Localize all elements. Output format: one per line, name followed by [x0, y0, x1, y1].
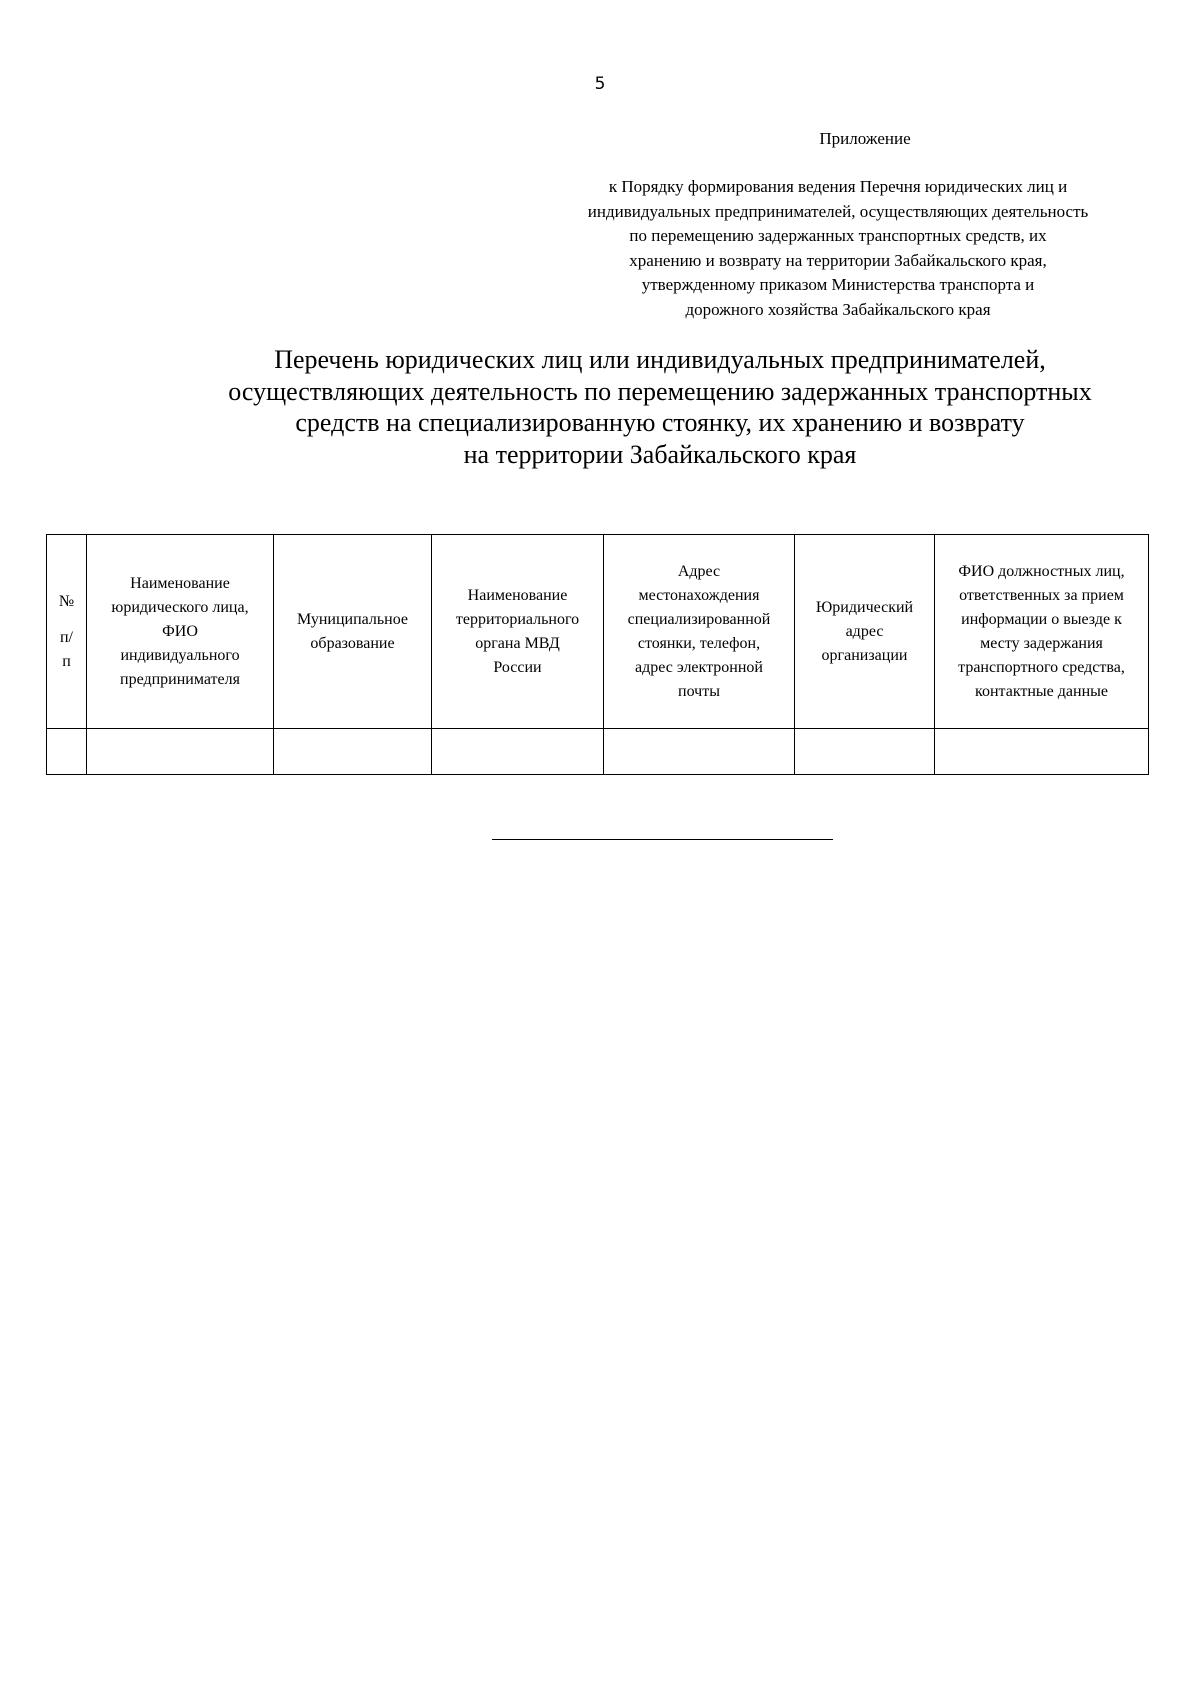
appendix-line: дорожного хозяйства Забайкальского края	[685, 299, 991, 319]
column-header-legal-address: Юридический адрес организации	[795, 535, 935, 729]
appendix-line: к Порядку формирования ведения Перечня юридических лиц и	[608, 177, 1068, 196]
appendix-label: Приложение	[819, 129, 911, 148]
appendix-line: утвержденному приказом Министерства транспорта и	[641, 275, 1035, 294]
title-line: осуществляющих деятельность по перемещению задержанных транспортных	[228, 376, 1092, 406]
table-cell	[795, 729, 935, 775]
table-cell	[604, 729, 795, 775]
appendix-text	[520, 175, 1156, 322]
column-header-legal-entity: Наименование юридического лица, ФИО индивидуального предпринимателя	[87, 535, 274, 729]
column-header-municipality: Муниципальное образование	[274, 535, 432, 729]
document-title	[100, 344, 1200, 470]
table-cell	[47, 729, 87, 775]
appendix-line: индивидуальных предпринимателей, осуществляющих деятельность	[587, 201, 1089, 221]
closing-divider	[492, 839, 833, 840]
registry-table	[46, 534, 1149, 775]
title-line: Перечень юридических лиц или индивидуальных предпринимателей,	[274, 345, 1046, 374]
table-cell	[432, 729, 604, 775]
table-cell	[935, 729, 1149, 775]
column-header-police-body: Наименование территориального органа МВД России	[432, 535, 604, 729]
column-header-parking-address: Адрес местонахождения специализированной стоянки, телефон, адрес электронной почты	[604, 535, 795, 729]
table-header-row	[47, 535, 1149, 729]
appendix-line: по перемещению задержанных транспортных средств, их	[629, 226, 1047, 245]
column-header-number: № п/ п	[47, 535, 87, 729]
page-number: 5	[594, 74, 606, 94]
appendix-line: хранению и возврату на территории Забайкальского края,	[629, 250, 1047, 270]
table-cell	[274, 729, 432, 775]
column-header-contacts: ФИО должностных лиц, ответственных за прием информации о выезде к месту задержания транспортного средства, контактные данные	[935, 535, 1149, 729]
table-cell	[87, 729, 274, 775]
table-row	[47, 729, 1149, 775]
title-line: средств на специализированную стоянку, их хранению и возврату	[295, 408, 1025, 437]
title-line: на территории Забайкальского края	[463, 439, 857, 469]
